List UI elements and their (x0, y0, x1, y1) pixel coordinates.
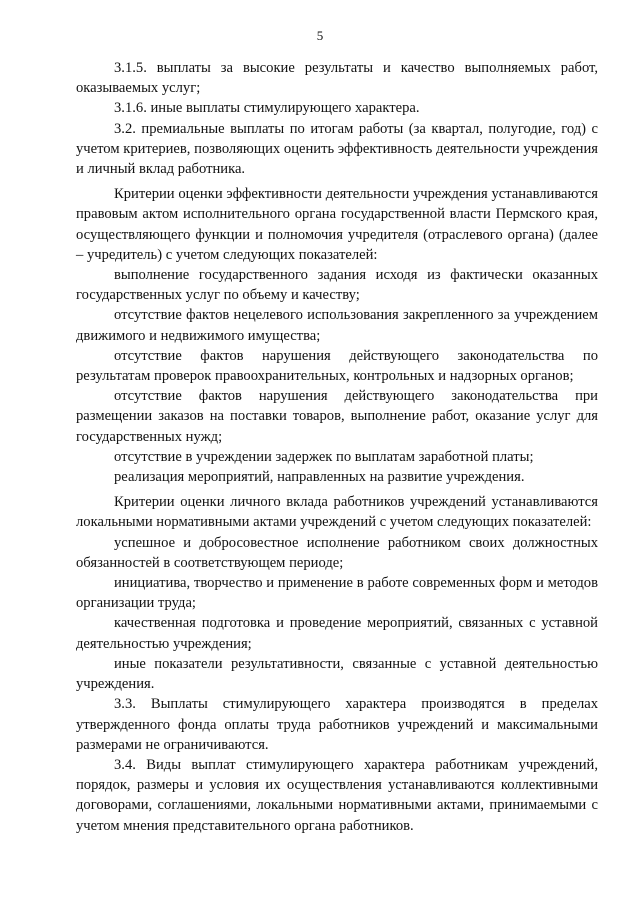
indicator-initiative: инициатива, творчество и применение в работе современных форм и методов организации труда; (76, 575, 598, 612)
indicator-state-task: выполнение государственного задания исходя из фактически оказанных государственных услуг по объему и качеству; (76, 267, 598, 304)
indicator-no-salary-delays: отсутствие в учреждении задержек по выплатам заработной платы; (114, 448, 534, 465)
indicator-no-violations-procurement: отсутствие фактов нарушения действующего законодательства при размещении заказов на поставки товаров, выполнение работ, оказание услуг для государственных нужд; (76, 388, 598, 445)
page-number: 5 (316, 28, 324, 43)
paragraph-institution-criteria: Критерии оценки эффективности деятельности учреждения устанавливаются правовым актом исполнительного органа государственной власти Пермского края, осуществляющего функции и полномочия учредителя (отраслевого органа) (далее – учредитель) с учетом следующих показателей: (76, 186, 598, 263)
paragraph-3-3: 3.3. Выплаты стимулирующего характера производятся в пределах утвержденного фонда оплаты труда работников учреждений и максимальными размерами не ограничиваются. (76, 696, 598, 753)
paragraph-personal-criteria: Критерии оценки личного вклада работников учреждений устанавливаются локальными нормативными актами учреждений с учетом следующих показателей: (76, 494, 598, 531)
document-body (76, 58, 598, 836)
paragraph-3-1-6: 3.1.6. иные выплаты стимулирующего характера. (114, 100, 420, 117)
indicator-other-performance: иные показатели результативности, связанные с уставной деятельностью учреждения. (76, 655, 598, 693)
indicator-diligent-performance: успешное и добросовестное исполнение работником своих должностных обязанностей в соответствующем периоде; (76, 534, 598, 571)
paragraph-3-4: 3.4. Виды выплат стимулирующего характера работникам учреждений, порядок, размеры и условия их осуществления устанавливаются коллективными договорами, соглашениями, локальными нормативными актами, принимаемыми с учетом мнения представительного органа работников. (76, 756, 598, 834)
indicator-no-violations-inspections: отсутствие фактов нарушения действующего законодательства по результатам проверок правоохранительных, контрольных и надзорных органов; (76, 347, 598, 385)
paragraph-3-1-5: 3.1.5. выплаты за высокие результаты и качество выполняемых работ, оказываемых услуг; (76, 60, 598, 97)
indicator-no-misuse: отсутствие фактов нецелевого использования закрепленного за учреждением движимого и недвижимого имущества; (76, 307, 598, 344)
paragraph-3-2: 3.2. премиальные выплаты по итогам работы (за квартал, полугодие, год) с учетом критериев, позволяющих оценить эффективность деятельности учреждения и личный вклад работника. (76, 120, 598, 178)
indicator-development-activities: реализация мероприятий, направленных на развитие учреждения. (114, 469, 525, 486)
indicator-quality-events: качественная подготовка и проведение мероприятий, связанных с уставной деятельностью учреждения; (76, 615, 598, 652)
